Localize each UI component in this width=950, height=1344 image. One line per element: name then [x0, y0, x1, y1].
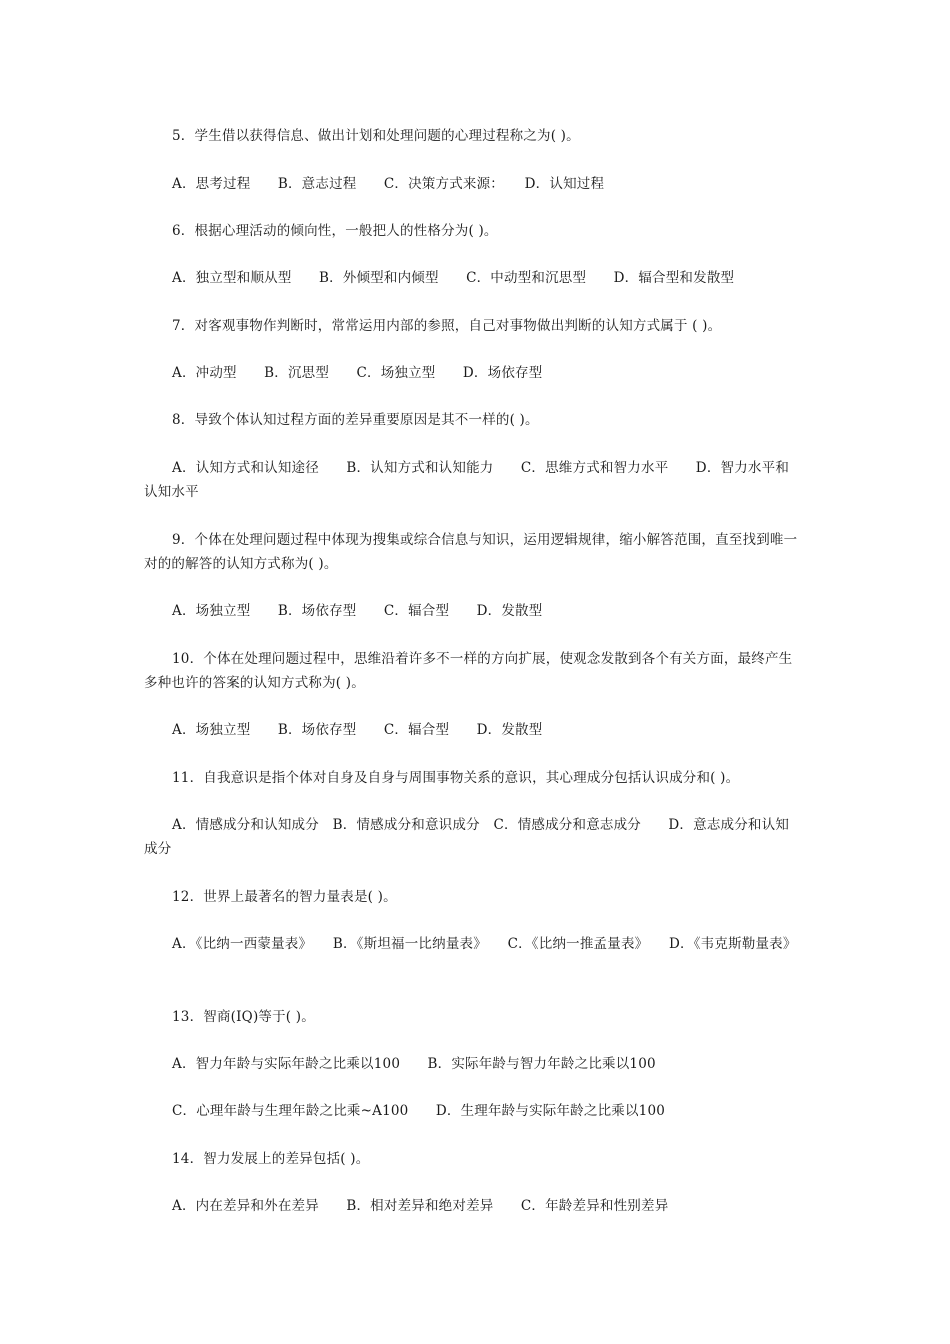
question-13-options-ab: A．智力年龄与实际年龄之比乘以100 B．实际年龄与智力年龄之比乘以100: [172, 1056, 656, 1072]
question-10-stem: 10．个体在处理问题过程中，思维沿着许多不一样的方向扩展，使观念发散到各个有关方面，最终产生多种也许的答案的认知方式称为( )。: [144, 651, 793, 691]
question-10-options: A．场独立型 B．场依存型 C．辐合型 D．发散型: [172, 722, 543, 738]
question-7-options: A．冲动型 B．沉思型 C．场独立型 D．场依存型: [172, 365, 543, 381]
question-12-options: A．《比纳一西蒙量表》 B．《斯坦福一比纳量表》 C．《比纳一推孟量表》 D．《韦克斯勒量表》: [172, 936, 797, 952]
question-6-options: A．独立型和顺从型 B．外倾型和内倾型 C．中动型和沉思型 D．辐合型和发散型: [172, 270, 735, 286]
question-13-stem: 13．智商(IQ)等于( )。: [172, 1009, 315, 1025]
question-11-options: A．情感成分和认知成分 B．情感成分和意识成分 C．情感成分和意志成分 D．意志成分和认知成分: [144, 817, 790, 857]
question-5-options: A．思考过程 B．意志过程 C．决策方式来源： D．认知过程: [172, 176, 605, 192]
question-11-stem: 11．自我意识是指个体对自身及自身与周围事物关系的意识，其心理成分包括认识成分和( )。: [172, 770, 740, 786]
question-14-options: A．内在差异和外在差异 B．相对差异和绝对差异 C．年龄差异和性别差异: [172, 1198, 669, 1214]
question-5-stem: 5．学生借以获得信息、做出计划和处理问题的心理过程称之为( )。: [172, 128, 580, 144]
question-12-stem: 12．世界上最著名的智力量表是( )。: [172, 889, 397, 905]
question-6-stem: 6．根据心理活动的倾向性，一般把人的性格分为( )。: [172, 223, 498, 239]
question-9-stem: 9．个体在处理问题过程中体现为搜集或综合信息与知识，运用逻辑规律，缩小解答范围，直至找到唯一对的的解答的认知方式称为( )。: [144, 532, 798, 572]
question-8-options: A．认知方式和认知途径 B．认知方式和认知能力 C．思维方式和智力水平 D．智力水平和认知水平: [144, 460, 790, 500]
question-9-options: A．场独立型 B．场依存型 C．辐合型 D．发散型: [172, 603, 543, 619]
question-13-options-cd: C．心理年龄与生理年龄之比乘~A100 D．生理年龄与实际年龄之比乘以100: [172, 1103, 666, 1119]
question-14-stem: 14．智力发展上的差异包括( )。: [172, 1151, 370, 1167]
question-8-stem: 8．导致个体认知过程方面的差异重要原因是其不一样的( )。: [172, 412, 539, 428]
question-7-stem: 7．对客观事物作判断时，常常运用内部的参照，自己对事物做出判断的认知方式属于 ( )。: [172, 318, 722, 334]
